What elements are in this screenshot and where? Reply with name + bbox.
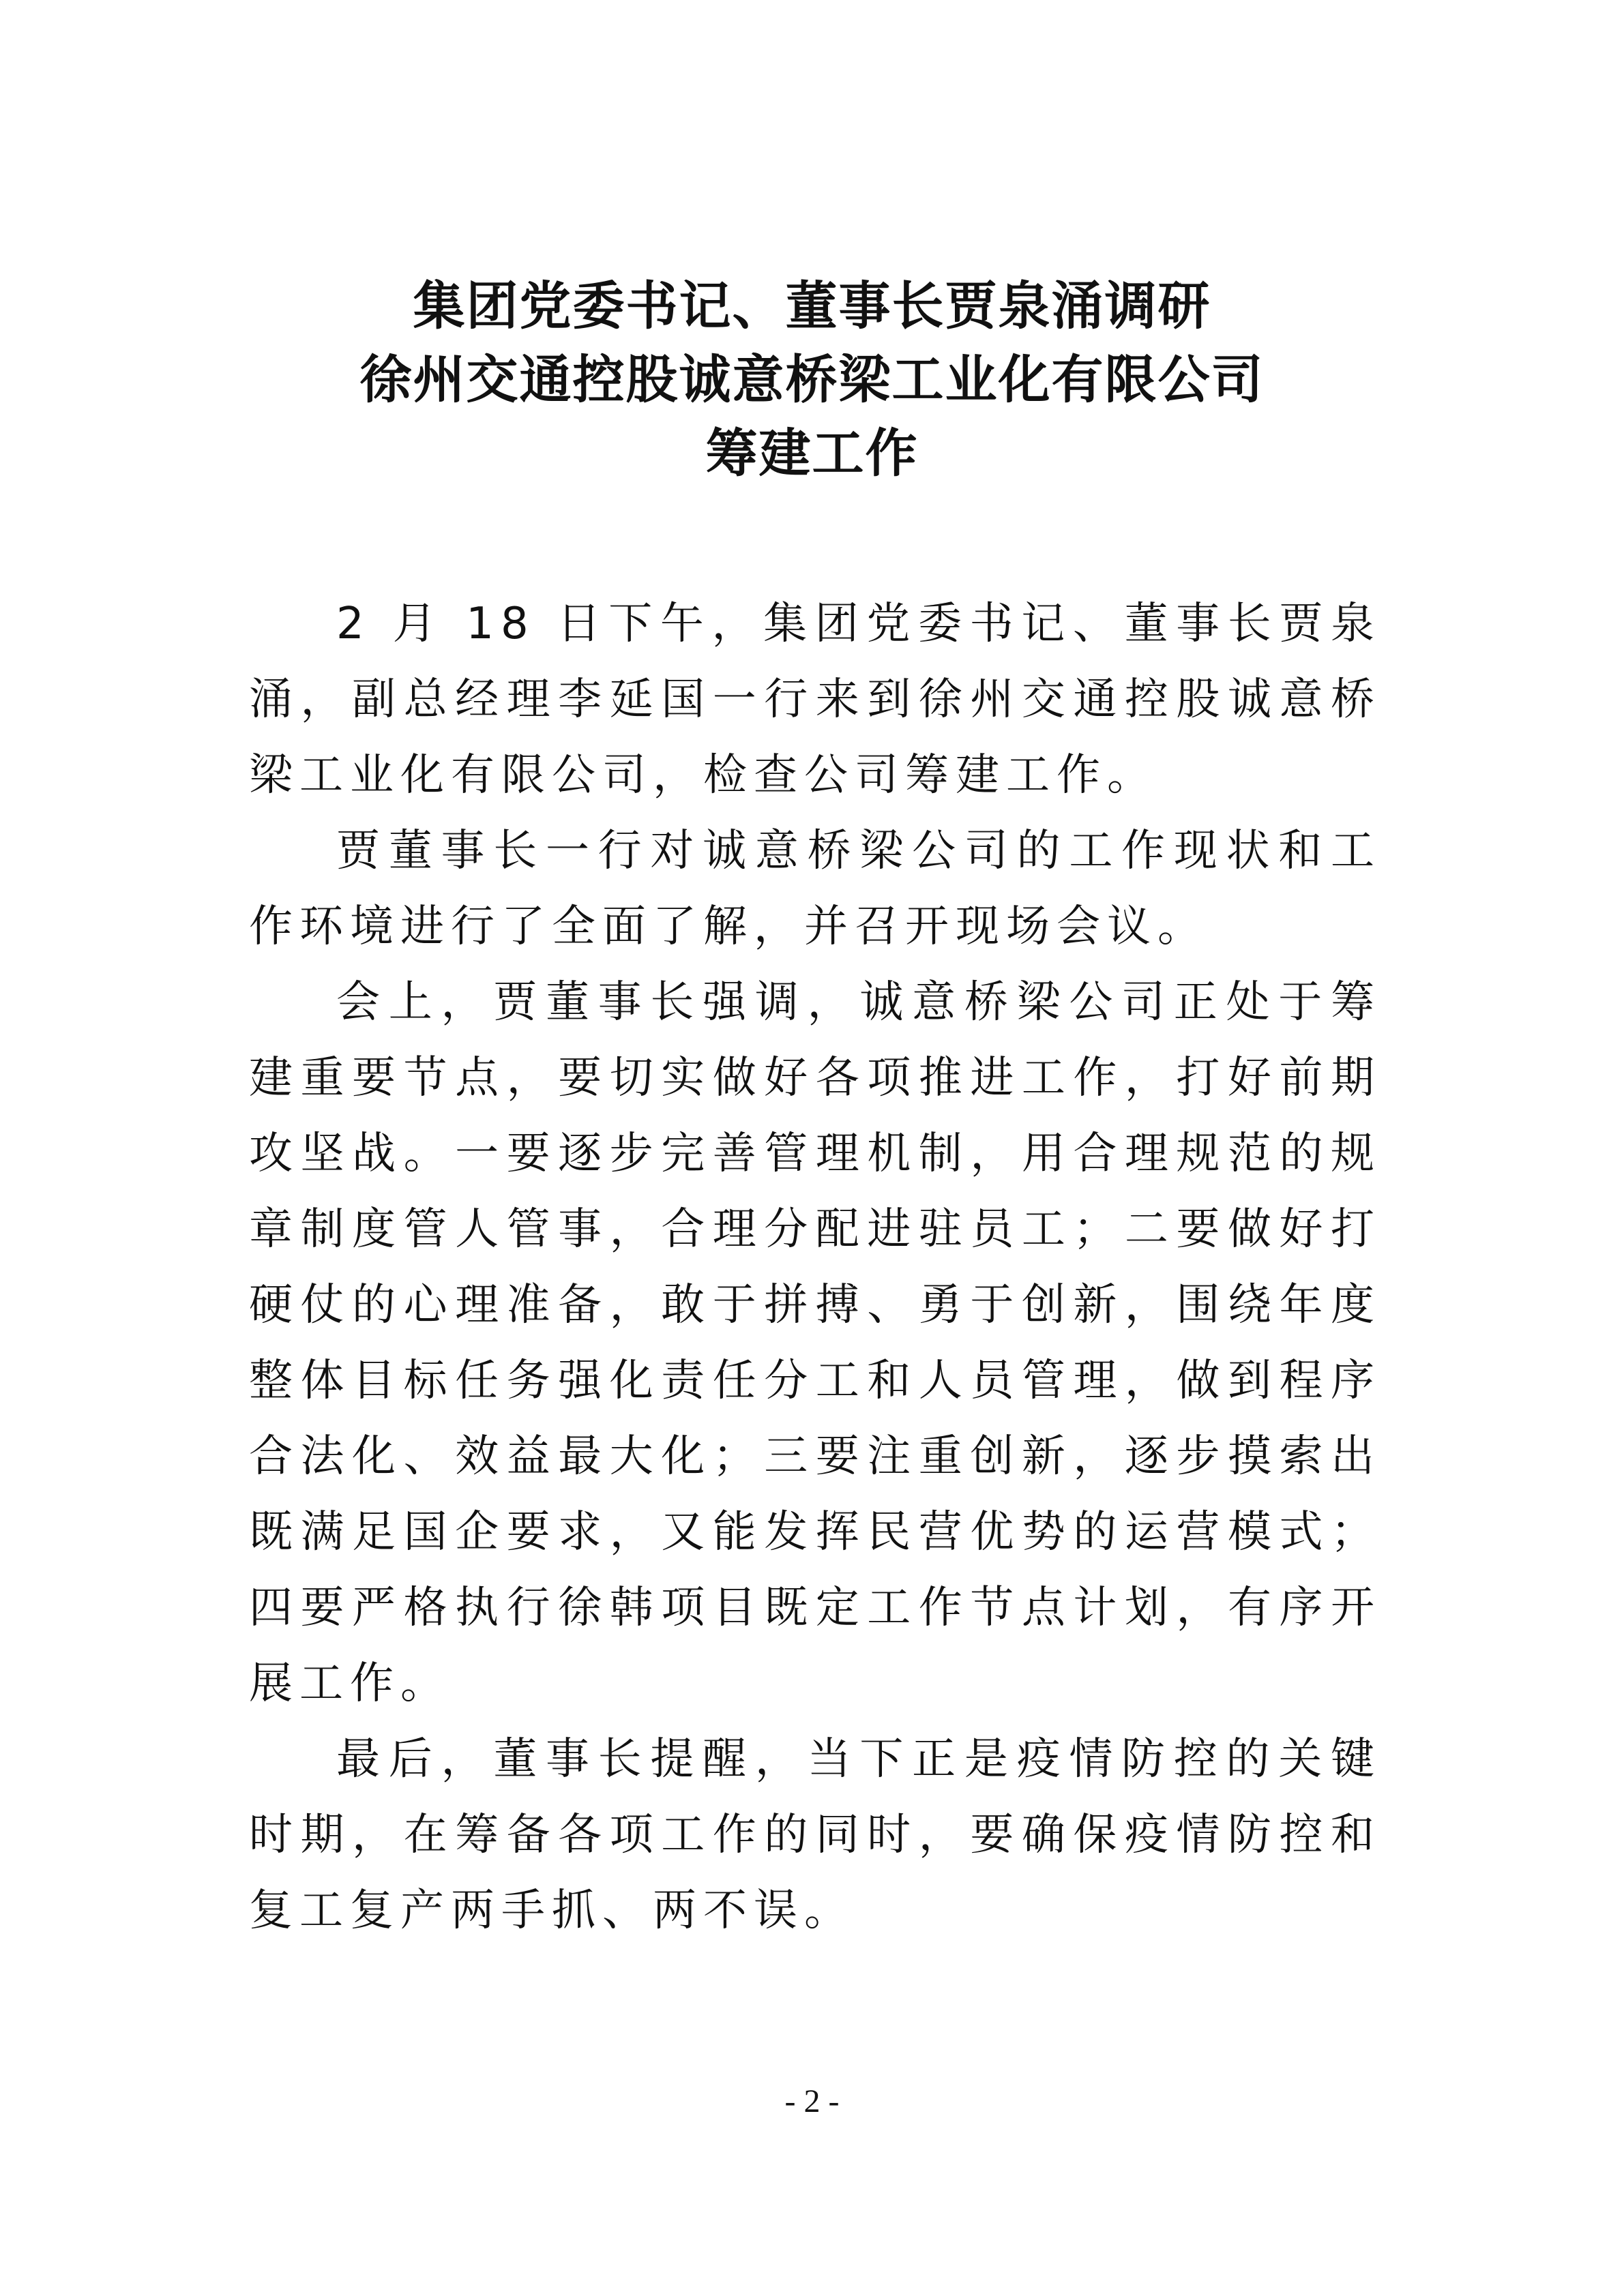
title-line-2: 徐州交通控股诚意桥梁工业化有限公司 <box>359 349 1265 410</box>
title-line-3: 筹建工作 <box>705 423 919 483</box>
paragraph-1: 2 月 18 日下午，集团党委书记、董事长贾泉涌，副总经理李延国一行来到徐州交通控股诚意桥梁工业化有限公司，检查公司筹建工作。 <box>249 599 1381 801</box>
document-body <box>249 586 1381 1949</box>
paragraph-2: 贾董事长一行对诚意桥梁公司的工作现状和工作环境进行了全面了解，并召开现场会议。 <box>249 826 1381 952</box>
paragraph-4: 最后，董事长提醒，当下正是疫情防控的关键时期，在筹备各项工作的同时，要确保疫情防控和复工复产两手抓、两不误。 <box>249 1734 1381 1936</box>
title-line-1: 集团党委书记、董事长贾泉涌调研 <box>413 275 1211 336</box>
paragraph-3: 会上，贾董事长强调，诚意桥梁公司正处于筹建重要节点，要切实做好各项推进工作，打好前期攻坚战。一要逐步完善管理机制，用合理规范的规章制度管人管事，合理分配进驻员工；二要做好打硬仗的心理准备，敢于拼搏、勇于创新，围绕年度整体目标任务强化责任分工和人员管理，做到程序合法化、效益最大化；三要注重创新，逐步摸索出既满足国企要求，又能发挥民营优势的运营模式；四要严格执行徐韩项目既定工作节点计划，有序开展工作。 <box>249 977 1381 1709</box>
page-number: - 2 - <box>784 2083 840 2119</box>
document-title <box>205 269 1419 490</box>
